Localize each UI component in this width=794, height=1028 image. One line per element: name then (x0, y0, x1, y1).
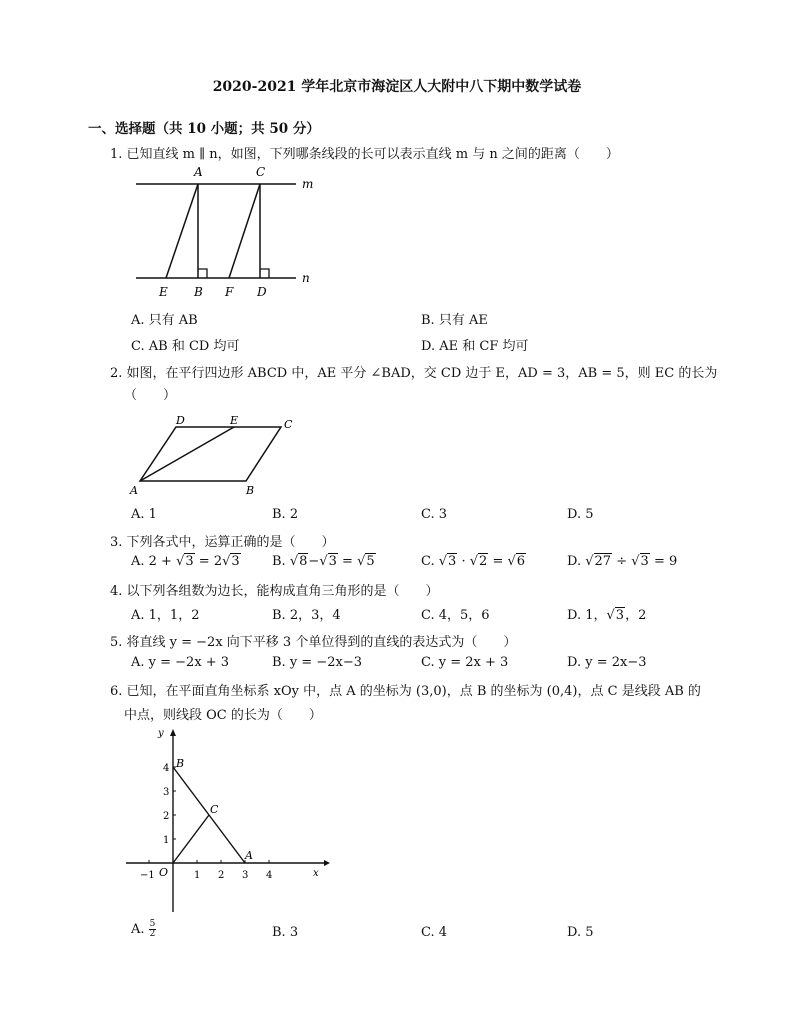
q6-stem-line2: 中点，则线段 OC 的长为（ ） (124, 708, 322, 723)
q1-option-a[interactable]: A. 只有 AB (131, 313, 198, 328)
exam-title: 2020-2021 学年北京市海淀区人大附中八下期中数学试卷 (212, 79, 582, 95)
parallelogram-abcd (140, 427, 281, 481)
label-o: O (159, 866, 169, 879)
q2-stem-line1: 2. 如图，在平行四边形 ABCD 中，AE 平分 ∠BAD，交 CD 边于 E，AD = 3，AB = 5，则 EC 的长为 (110, 366, 718, 381)
tick-y-4: 4 (163, 763, 170, 774)
q1-stem: 1. 已知直线 m ∥ n，如图，下列哪条线段的长可以表示直线 m 与 n 之间的距离（ ） (110, 147, 619, 162)
q3-option-c[interactable]: C. √3 · √2 = √6 (421, 554, 526, 569)
segment-ae (166, 184, 198, 278)
tick-x-neg1: −1 (140, 870, 155, 881)
label-d: D (176, 414, 185, 427)
q6-coordinate-figure (120, 724, 330, 916)
tick-y-2: 2 (163, 811, 170, 822)
q2-option-b[interactable]: B. 2 (272, 507, 299, 522)
label-b: B (176, 757, 185, 770)
q6-stem-line1: 6. 已知，在平面直角坐标系 xOy 中，点 A 的坐标为 (3,0)，点 B 的坐标为 (0,4)，点 C 是线段 AB 的 (110, 684, 701, 699)
q5-option-a[interactable]: A. y = −2x + 3 (131, 655, 230, 670)
q1-figure (128, 160, 328, 302)
tick-y-3: 3 (163, 787, 170, 798)
q5-stem: 5. 将直线 y = −2x 向下平移 3 个单位得到的直线的表达式为（ ） (110, 635, 517, 650)
q3-stem: 3. 下列各式中，运算正确的是（ ） (110, 535, 335, 550)
q1-option-b[interactable]: B. 只有 AE (421, 313, 488, 328)
label-n: n (302, 271, 310, 285)
q6-option-b[interactable]: B. 3 (272, 925, 299, 940)
q4-option-d[interactable]: D. 1，√3，2 (567, 608, 647, 623)
q6-option-a[interactable]: A. $\frac{5}{2}$ (131, 919, 156, 939)
q4-option-a[interactable]: A. 1，1，2 (131, 608, 200, 623)
q2-stem-line2: （ ） (124, 388, 177, 403)
label-c: C (210, 803, 219, 816)
q2-figure (128, 410, 308, 500)
tick-y-1: 1 (163, 835, 170, 846)
q2-option-c[interactable]: C. 3 (421, 507, 448, 522)
q4-option-c[interactable]: C. 4，5，6 (421, 608, 490, 623)
q3-option-d[interactable]: D. √27 ÷ √3 = 9 (567, 554, 678, 569)
right-angle-mark-d (260, 269, 269, 278)
tick-x-2: 2 (218, 870, 225, 881)
label-c: C (256, 165, 266, 179)
q5-option-d[interactable]: D. y = 2x−3 (567, 655, 647, 670)
section-heading: 一、选择题（共 10 小题；共 50 分） (88, 121, 320, 137)
q3-option-b[interactable]: B. √8−√3 = √5 (272, 554, 375, 569)
tick-x-4: 4 (266, 870, 273, 881)
label-b: B (246, 484, 255, 497)
label-a: A (130, 484, 138, 497)
label-f: F (225, 285, 234, 299)
x-axis-arrow (324, 860, 330, 866)
label-c: C (284, 418, 293, 431)
q2-option-a[interactable]: A. 1 (131, 507, 157, 522)
segment-cf (229, 184, 260, 278)
label-e: E (230, 414, 239, 427)
q6-option-d[interactable]: D. 5 (567, 925, 594, 940)
tick-x-1: 1 (194, 870, 201, 881)
q4-stem: 4. 以下列各组数为边长，能构成直角三角形的是（ ） (110, 584, 439, 599)
q6-option-c[interactable]: C. 4 (421, 925, 448, 940)
label-y-axis: y (158, 728, 164, 739)
right-angle-mark-b (198, 269, 207, 278)
label-e: E (159, 285, 168, 299)
q5-option-b[interactable]: B. y = −2x−3 (272, 655, 362, 670)
q3-option-a[interactable]: A. 2 + √3 = 2√3 (131, 554, 240, 569)
label-a: A (194, 165, 203, 179)
y-axis-arrow (170, 729, 176, 736)
q4-option-b[interactable]: B. 2，3，4 (272, 608, 341, 623)
tick-x-3: 3 (242, 870, 249, 881)
q5-option-c[interactable]: C. y = 2x + 3 (421, 655, 509, 670)
q1-option-d[interactable]: D. AE 和 CF 均可 (421, 339, 529, 354)
segment-ae (140, 427, 234, 481)
label-d: D (257, 285, 267, 299)
segment-oc (173, 815, 209, 863)
q1-option-c[interactable]: C. AB 和 CD 均可 (131, 339, 240, 354)
label-b: B (194, 285, 203, 299)
label-x-axis: x (313, 868, 319, 879)
label-a: A (245, 849, 253, 862)
q2-option-d[interactable]: D. 5 (567, 507, 594, 522)
label-m: m (302, 177, 314, 191)
fraction-five-halves: $\frac{5}{2}$ (149, 919, 156, 939)
